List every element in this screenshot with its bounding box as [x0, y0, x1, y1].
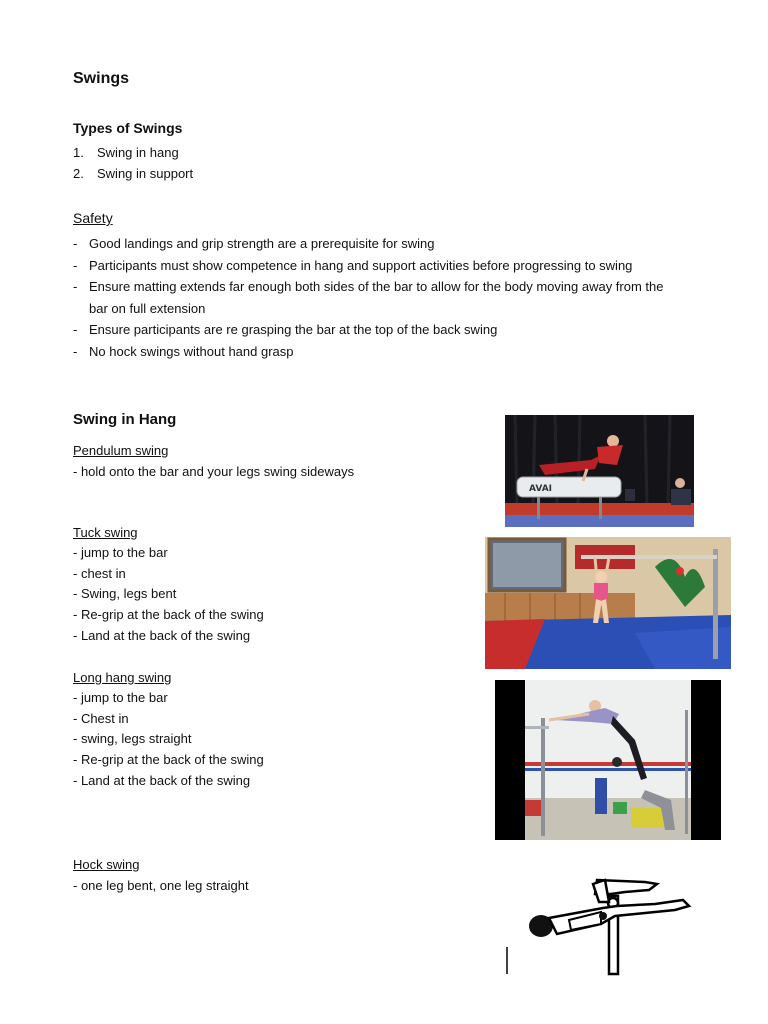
list-item: - one leg bent, one leg straight — [73, 878, 249, 893]
types-list — [73, 142, 193, 184]
hock-list — [73, 875, 249, 896]
list-item: - Ensure matting extends far enough both sides of the bar to allow for the body moving away from the bar on full extension — [73, 279, 664, 316]
list-item: - Swing, legs bent — [73, 586, 177, 602]
list-item: - jump to the bar — [73, 690, 168, 705]
list-item: - swing, legs straight — [73, 731, 192, 747]
list-item: - Land at the back of the swing — [73, 772, 251, 788]
list-item: - Chest in — [73, 710, 129, 726]
list-item: - Participants must show competence in hang and support activities before progressing to swing — [73, 257, 633, 273]
pommel-horse-banner: AVAI — [529, 484, 553, 494]
hock-swing-drawing — [505, 872, 700, 977]
list-item: - Re-grip at the back of the swing — [73, 752, 264, 768]
safety-list — [73, 233, 713, 362]
pendulum-list — [73, 461, 354, 482]
list-item: 1. Swing in hang — [73, 145, 179, 160]
hang-heading: Swing in Hang — [73, 411, 177, 428]
types-heading: Types of Swings — [73, 120, 183, 136]
list-item: - hold onto the bar and your legs swing sideways — [73, 464, 355, 479]
long-hang-title: Long hang swing — [73, 670, 172, 685]
pommel-horse-photo — [505, 415, 694, 527]
hock-title: Hock swing — [73, 857, 140, 872]
list-item: - Re-grip at the back of the swing — [73, 607, 264, 623]
list-item: - Ensure participants are re grasping the bar at the top of the back swing — [73, 322, 498, 337]
list-item: - jump to the bar — [73, 545, 168, 560]
list-item: - Good landings and grip strength are a prerequisite for swing — [73, 236, 435, 251]
list-item: - chest in — [73, 565, 126, 581]
list-item: 2. Swing in support — [73, 166, 194, 181]
tuck-swing-photo — [485, 537, 731, 669]
list-item: - No hock swings without hand grasp — [73, 343, 294, 359]
page-title: Swings — [73, 70, 130, 87]
pendulum-title: Pendulum swing — [73, 443, 169, 458]
tuck-title: Tuck swing — [73, 525, 138, 540]
tuck-list — [73, 543, 264, 647]
list-item: - Land at the back of the swing — [73, 627, 251, 643]
long-hang-list — [73, 688, 264, 792]
safety-heading: Safety — [73, 210, 113, 226]
long-hang-swing-photo — [495, 680, 721, 840]
